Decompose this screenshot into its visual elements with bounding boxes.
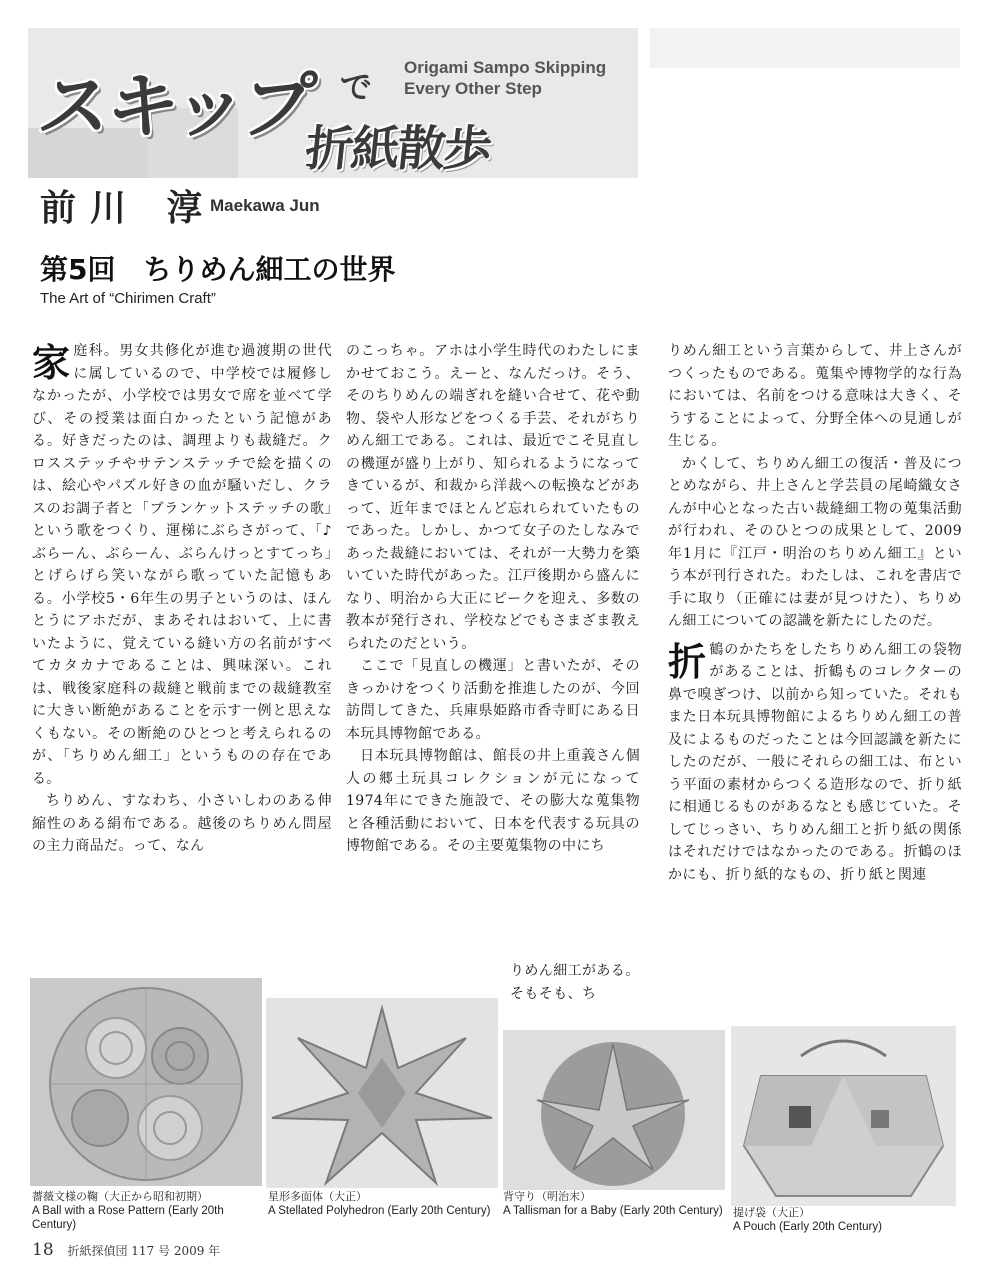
photo-stellated-polyhedron — [266, 998, 498, 1188]
photo-caption — [733, 1206, 955, 1234]
caption-english: A Tallisman for a Baby (Early 20th Century) — [503, 1205, 723, 1217]
issue-info: 折紙探偵団 117 号 2009 年 — [67, 1244, 221, 1258]
episode-title-english: The Art of “Chirimen Craft” — [40, 290, 216, 307]
series-title-english-line1: Origami Sampo Skipping — [404, 58, 607, 77]
article-column-2 — [346, 340, 640, 858]
header-faded-text-area — [650, 28, 960, 68]
paragraph-text: 庭科。男女共修化が進む過渡期の世代に属しているので、中学校では履修しなかったが、小学校では男女で席を並べて学び、その授業は面白かったという記憶がある。好きだったのは、調理よりも裁縫だ。クロスステッチやサテンステッチで絵を描くのは、絵心やパズル好きの血が騒いだし、クラスのお調子者と「ブランケットステッチの歌」という歌をつくり、運梯にぶらさがって、「♪ぶらーん、ぶらーん、ぶらんけっとすてっち」とげらげら笑いながら歌っていた記憶もある。小学校5・6年生の男子というのは、ほんとうにアホだが、まあそれはおいて、上に書いたように、覚えている縫い方の名前がすべてカタカナであることは、興味深い。これは、戦後家庭科の裁縫と戦前までの裁縫教室に大きい断絶があることを示す一例と思えなくもない。その断絶のひとつと考えられるのが、「ちりめん細工」というものの存在である。 — [32, 343, 332, 787]
rose-ball-illustration — [30, 978, 262, 1186]
paragraph — [668, 639, 962, 887]
page-number: 18 — [32, 1240, 54, 1260]
paragraph: のこっちゃ。アホは小学生時代のわたしにまかせておこう。えーと、なんだっけ。そう、そのちりめんの端ぎれを縫い合せて、花や動物、袋や人形などをつくる手芸、それがちりめん細工である。これは、最近でこそ見直しの機運が盛り上がり、知られるようになってきているが、和裁から洋裁への転換などがあって、近年までほとんど忘れられていたものであった。しかし、かつて女子のたしなみであった裁縫においては、それが一大勢力を築いていた時代があった。江戸後期から盛んになり、明治から大正にピークを迎え、多数の教本が発行され、学校などでもさまざま教えられたのだという。 — [346, 343, 640, 652]
paragraph: りめん細工という言葉からして、井上さんがつくったものである。蒐集や博物学的な行為においては、名前をつける意味は大きく、そうすることによって、分野全体への見通しが生じる。 — [668, 343, 962, 449]
paragraph: ここで「見直しの機運」と書いたが、そのきっかけをつくり活動を推進したのが、今回訪問してきた、兵庫県姫路市香寺町にある日本玩具博物館である。 — [346, 658, 640, 742]
polyhedron-illustration — [266, 998, 498, 1188]
series-title-particle: で — [340, 68, 373, 106]
paragraph — [32, 340, 332, 790]
series-title-english — [404, 57, 654, 99]
episode-title: 第5回 ちりめん細工の世界 — [40, 253, 396, 286]
pouch-illustration — [731, 1026, 956, 1206]
photo-pouch — [731, 1026, 956, 1206]
caption-japanese: 薔薇文様の鞠（大正から昭和初期） — [32, 1190, 208, 1203]
drop-cap: 家 — [32, 341, 71, 385]
drop-cap: 折 — [668, 639, 707, 684]
photo-rose-ball — [30, 978, 262, 1186]
paragraph-text: 鶴のかたちをしたちりめん細工の袋物があることは、折鶴ものコレクターの鼻で嗅ぎつけ、以前から知っていた。それもまた日本玩具博物館によるちりめん細工の普及によるものだったことは今回認識を新たにしたのだが、一般にそれらの細工は、布という平面の素材からつくる造形なので、折り紙に相通じるものがあるなとも感じていた。そしてじっさい、ちりめん細工と折り紙の関係はそれだけではなかったのである。折鶴のほかにも、折り紙的なもの、折り紙と関連 — [668, 641, 962, 883]
photo-caption — [32, 1190, 262, 1232]
talisman-illustration — [503, 1030, 725, 1190]
paragraph: かくして、ちりめん細工の復活・普及につとめながら、井上さんと学芸員の尾崎織女さんが中心となった古い裁縫細工物の蒐集活動が行われ、そのひとつの成果として、2009年1月に『江戸・明治のちりめん細工』という本が刊行された。わたしは、これを書店で手に取り（正確には妻が見つけた）、ちりめん細工についての認識を新たにしたのだ。 — [668, 455, 962, 629]
photo-caption — [268, 1190, 498, 1218]
paragraph: ちりめん、すなわち、小さいしわのある伸縮性のある絹布である。越後のちりめん問屋の主力商品だ。って、なん — [32, 793, 332, 854]
photo-talisman — [503, 1030, 725, 1190]
caption-english: A Ball with a Rose Pattern (Early 20th Century) — [32, 1205, 224, 1231]
caption-japanese: 提げ袋（大正） — [733, 1206, 810, 1219]
photo-caption — [503, 1190, 725, 1218]
series-title-main: スキップ — [33, 64, 316, 148]
page-footer — [32, 1240, 220, 1260]
series-title-english-line2: Every Other Step — [404, 79, 542, 98]
caption-english: A Pouch (Early 20th Century) — [733, 1221, 882, 1233]
series-title-sub: 折紙散歩 — [302, 121, 493, 177]
article-column-2-tail: りめん細工がある。そもそも、ち — [510, 963, 640, 1002]
author-name-english: Maekawa Jun — [210, 196, 320, 215]
caption-english: A Stellated Polyhedron (Early 20th Century) — [268, 1205, 491, 1217]
author-name-japanese: 前川 淳 — [40, 188, 217, 229]
caption-japanese: 背守り（明治末） — [503, 1190, 591, 1203]
article-column-1 — [32, 340, 332, 858]
caption-japanese: 星形多面体（大正） — [268, 1190, 367, 1203]
paragraph: 日本玩具博物館は、館長の井上重義さん個人の郷土玩具コレクションが元になって1974年にできた施設で、その膨大な蒐集物と各種活動において、日本を代表する玩具の博物館である。その主要蒐集物の中にち — [346, 748, 640, 854]
article-column-3 — [668, 340, 962, 886]
